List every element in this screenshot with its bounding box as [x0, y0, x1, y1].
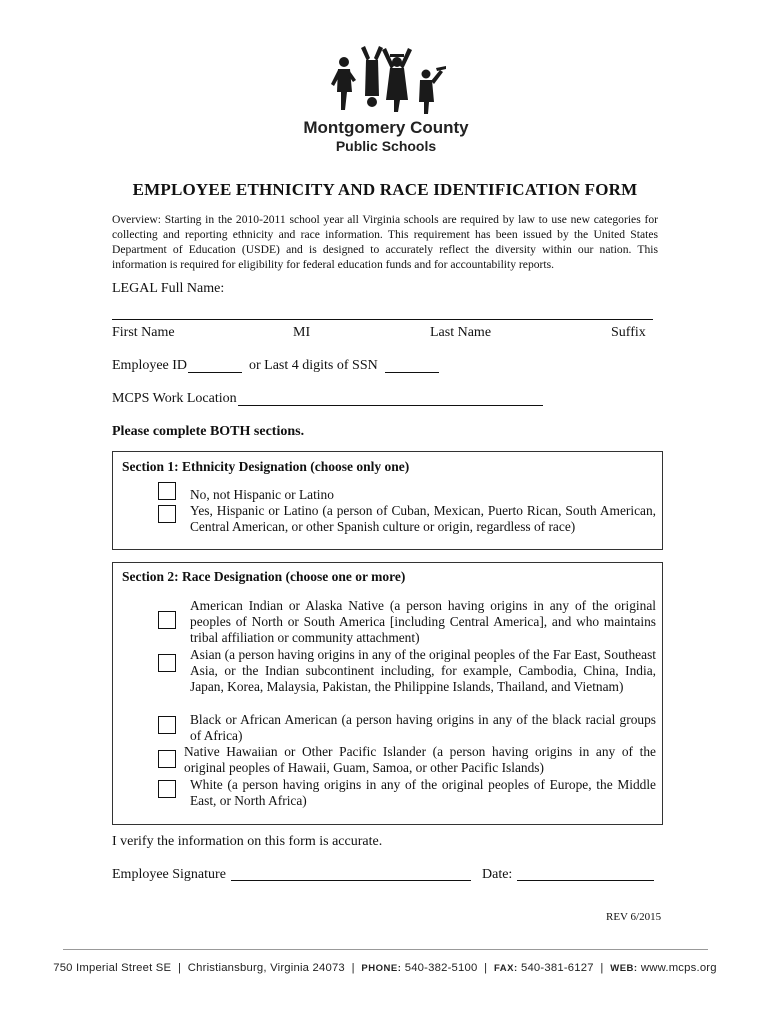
legal-name-input-line[interactable]: [112, 319, 653, 320]
revision-text: REV 6/2015: [606, 911, 662, 923]
race-option-asian: Asian (a person having origins in any of the original peoples of the Far East, Southeast Asia, or the Indian subcontinent including, for example, Cambodia, China, India, Japan, Korea, Malaysia, Pakistan, the Philippine Islands, Thailand, and Vietnam): [190, 647, 656, 694]
date-label: Date:: [482, 867, 513, 882]
footer-fax-label: FAX:: [493, 963, 518, 974]
footer-divider: [63, 949, 708, 950]
employee-id-field[interactable]: [188, 372, 242, 373]
footer-phone: 540-382-5100: [404, 962, 478, 974]
white-checkbox[interactable]: [158, 780, 176, 798]
footer-contact: 750 Imperial Street SE | Christiansburg, Virginia 24073 | PHONE: 540-382-5100 | FAX: 540-381-6127 | WEB: www.mcps.org: [53, 962, 717, 974]
employee-id-label: Employee ID: [112, 358, 188, 373]
org-name-line2: Public Schools: [335, 138, 437, 154]
pacific-islander-checkbox[interactable]: [158, 750, 176, 768]
org-name-line1: Montgomery County: [303, 118, 469, 137]
footer-phone-label: PHONE:: [361, 963, 402, 974]
form-title: EMPLOYEE ETHNICITY AND RACE IDENTIFICATION FORM: [132, 180, 638, 199]
hispanic-yes-checkbox[interactable]: [158, 505, 176, 523]
mi-label: MI: [293, 325, 311, 340]
footer-web-label: WEB:: [610, 963, 638, 974]
ssn-label: or Last 4 digits of SSN: [249, 358, 378, 373]
race-option-pacific-islander: Native Hawaiian or Other Pacific Islander (a person having origins in any of the original peoples of Hawaii, Guam, Samoa, or other Pacific Islands): [184, 744, 656, 775]
instruction-text: Please complete BOTH sections.: [112, 424, 305, 439]
footer-address: 750 Imperial Street SE: [53, 962, 172, 974]
last-name-label: Last Name: [430, 325, 492, 340]
footer-city: Christiansburg, Virginia 24073: [187, 962, 345, 974]
american-indian-checkbox[interactable]: [158, 611, 176, 629]
verify-statement: I verify the information on this form is accurate.: [112, 834, 383, 849]
section1-option-yes: Yes, Hispanic or Latino (a person of Cuban, Mexican, Puerto Rican, South American, Central American, or other Spanish culture or origin, regardless of race): [190, 503, 656, 534]
suffix-label: Suffix: [611, 325, 646, 340]
first-name-label: First Name: [112, 325, 175, 340]
race-option-white: White (a person having origins in any of the original peoples of Europe, the Middle East, or North Africa): [190, 777, 656, 808]
race-option-black: Black or African American (a person having origins in any of the black racial groups of Africa): [190, 712, 656, 743]
signature-field[interactable]: [231, 880, 471, 881]
signature-label: Employee Signature: [112, 867, 226, 882]
section2-title: Section 2: Race Designation (choose one or more): [122, 569, 406, 584]
work-location-field[interactable]: [238, 405, 543, 406]
overview-paragraph: Overview: Starting in the 2010-2011 school year all Virginia schools are required by law to use new categories for collecting and reporting ethnicity and race information. This requirement has been issued by the United States Department of Education (USDE) and is designed to accurately reflect the diversity within our nation. This information is required for eligibility for federal education funds and for accountability reports.: [112, 213, 658, 271]
children-silhouettes-logo-icon: [328, 40, 448, 118]
race-option-american-indian: American Indian or Alaska Native (a person having origins in any of the original peoples of North or South America [including Central America], and who maintains tribal affiliation or community attachment): [190, 598, 656, 645]
hispanic-no-checkbox[interactable]: [158, 482, 176, 500]
ssn-field[interactable]: [385, 372, 439, 373]
footer-fax: 540-381-6127: [520, 962, 594, 974]
section1-option-no: No, not Hispanic or Latino: [190, 487, 334, 502]
footer-web[interactable]: www.mcps.org: [640, 962, 717, 974]
section1-title: Section 1: Ethnicity Designation (choose only one): [122, 459, 410, 474]
work-location-label: MCPS Work Location: [112, 391, 237, 406]
date-field[interactable]: [517, 880, 654, 881]
legal-name-label: LEGAL Full Name:: [112, 281, 225, 296]
black-checkbox[interactable]: [158, 716, 176, 734]
asian-checkbox[interactable]: [158, 654, 176, 672]
